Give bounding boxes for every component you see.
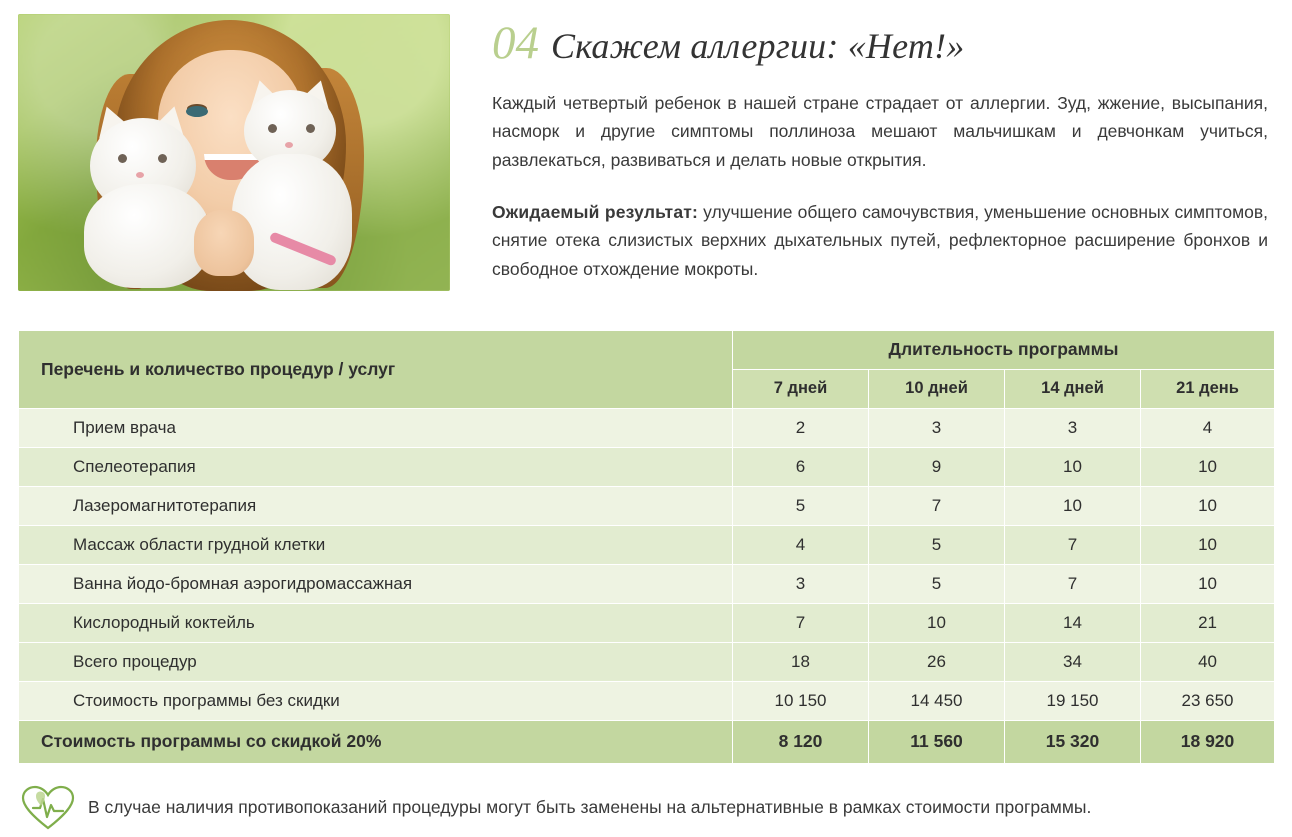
- table-row: [19, 408, 1275, 447]
- title-row: [492, 17, 1268, 69]
- row-value-14: 19 150: [1005, 681, 1141, 720]
- row-label: Прием врача: [19, 408, 733, 447]
- kitten-left-body: [84, 184, 210, 288]
- row-value-21: 10: [1141, 564, 1275, 603]
- row-label: Кислородный коктейль: [19, 603, 733, 642]
- column-header-10days: 10 дней: [869, 369, 1005, 408]
- row-value-10: 7: [869, 486, 1005, 525]
- program-table: [18, 330, 1275, 764]
- kitten-right-body: [232, 154, 352, 290]
- table-row: [19, 525, 1275, 564]
- row-value-7: 5: [733, 486, 869, 525]
- row-value-21: 18 920: [1141, 720, 1275, 763]
- kitten-left-nose: [136, 172, 144, 178]
- row-value-21: 4: [1141, 408, 1275, 447]
- row-value-21: 40: [1141, 642, 1275, 681]
- hero-photo: [18, 14, 450, 291]
- row-value-14: 10: [1005, 486, 1141, 525]
- table-row-total: [19, 642, 1275, 681]
- row-value-14: 34: [1005, 642, 1141, 681]
- row-value-14: 15 320: [1005, 720, 1141, 763]
- row-value-7: 10 150: [733, 681, 869, 720]
- row-value-14: 10: [1005, 447, 1141, 486]
- row-value-14: 14: [1005, 603, 1141, 642]
- page-title: Скажем аллергии: «Нет!»: [551, 26, 965, 66]
- row-value-21: 10: [1141, 447, 1275, 486]
- kitten-left-eye-2: [158, 154, 167, 163]
- table-head: [19, 330, 1275, 408]
- row-value-14: 3: [1005, 408, 1141, 447]
- row-value-14: 7: [1005, 525, 1141, 564]
- girl-hand: [194, 210, 254, 276]
- row-value-7: 2: [733, 408, 869, 447]
- table-row: [19, 564, 1275, 603]
- row-label: Лазеромагнитотерапия: [19, 486, 733, 525]
- section-number: 04: [492, 17, 539, 69]
- table-row: [19, 603, 1275, 642]
- row-value-10: 10: [869, 603, 1005, 642]
- row-value-10: 5: [869, 564, 1005, 603]
- table-row: [19, 447, 1275, 486]
- column-header-services: Перечень и количество процедур / услуг: [19, 330, 733, 408]
- row-label: Массаж области грудной клетки: [19, 525, 733, 564]
- row-value-7: 8 120: [733, 720, 869, 763]
- row-value-21: 10: [1141, 525, 1275, 564]
- row-value-10: 3: [869, 408, 1005, 447]
- top-section: [0, 0, 1292, 301]
- row-value-7: 3: [733, 564, 869, 603]
- header-text-block: [450, 14, 1268, 301]
- row-label: Всего процедур: [19, 642, 733, 681]
- kitten-right-eye-2: [306, 124, 315, 133]
- table-row: [19, 486, 1275, 525]
- table-row-price: [19, 681, 1275, 720]
- row-value-10: 5: [869, 525, 1005, 564]
- row-value-14: 7: [1005, 564, 1141, 603]
- row-value-7: 18: [733, 642, 869, 681]
- row-value-7: 7: [733, 603, 869, 642]
- expected-result-text: улучшение общего самочувствия, уменьшение основных симптомов, снятие отека слизистых верхних дыхательных путей, рефлекторное расширение бронхов и свободное отхождение мокроты.: [492, 202, 1268, 279]
- program-table-wrapper: [18, 330, 1274, 764]
- table-body: [19, 408, 1275, 763]
- kitten-right-nose: [285, 142, 293, 148]
- row-value-10: 9: [869, 447, 1005, 486]
- kitten-left-eye-1: [118, 154, 127, 163]
- column-header-21days: 21 день: [1141, 369, 1275, 408]
- row-value-21: 23 650: [1141, 681, 1275, 720]
- row-value-10: 11 560: [869, 720, 1005, 763]
- heart-pulse-icon: [20, 784, 76, 832]
- table-row-discount-price: [19, 720, 1275, 763]
- table-header-row-1: [19, 330, 1275, 369]
- row-label: Ванна йодо-бромная аэрогидромассажная: [19, 564, 733, 603]
- row-value-10: 14 450: [869, 681, 1005, 720]
- intro-paragraph: Каждый четвертый ребенок в нашей стране страдает от аллергии. Зуд, жжение, высыпания, насморк и другие симптомы поллиноза мешают мальчишкам и девчонкам учиться, развлекаться, развиваться и делать новые открытия.: [492, 93, 1268, 170]
- column-header-14days: 14 дней: [1005, 369, 1141, 408]
- kitten-right-eye-1: [268, 124, 277, 133]
- footer-note-block: [20, 784, 1274, 832]
- expected-result-paragraph: [492, 198, 1268, 283]
- row-value-10: 26: [869, 642, 1005, 681]
- column-header-7days: 7 дней: [733, 369, 869, 408]
- row-label: Стоимость программы со скидкой 20%: [19, 720, 733, 763]
- expected-result-label: Ожидаемый результат:: [492, 202, 699, 223]
- row-value-21: 21: [1141, 603, 1275, 642]
- row-label: Стоимость программы без скидки: [19, 681, 733, 720]
- footer-note-text: В случае наличия противопоказаний процедуры могут быть заменены на альтернативные в рамках стоимости программы.: [88, 797, 1092, 818]
- row-value-7: 4: [733, 525, 869, 564]
- row-value-7: 6: [733, 447, 869, 486]
- row-value-21: 10: [1141, 486, 1275, 525]
- column-group-header-duration: Длительность программы: [733, 330, 1275, 369]
- row-label: Спелеотерапия: [19, 447, 733, 486]
